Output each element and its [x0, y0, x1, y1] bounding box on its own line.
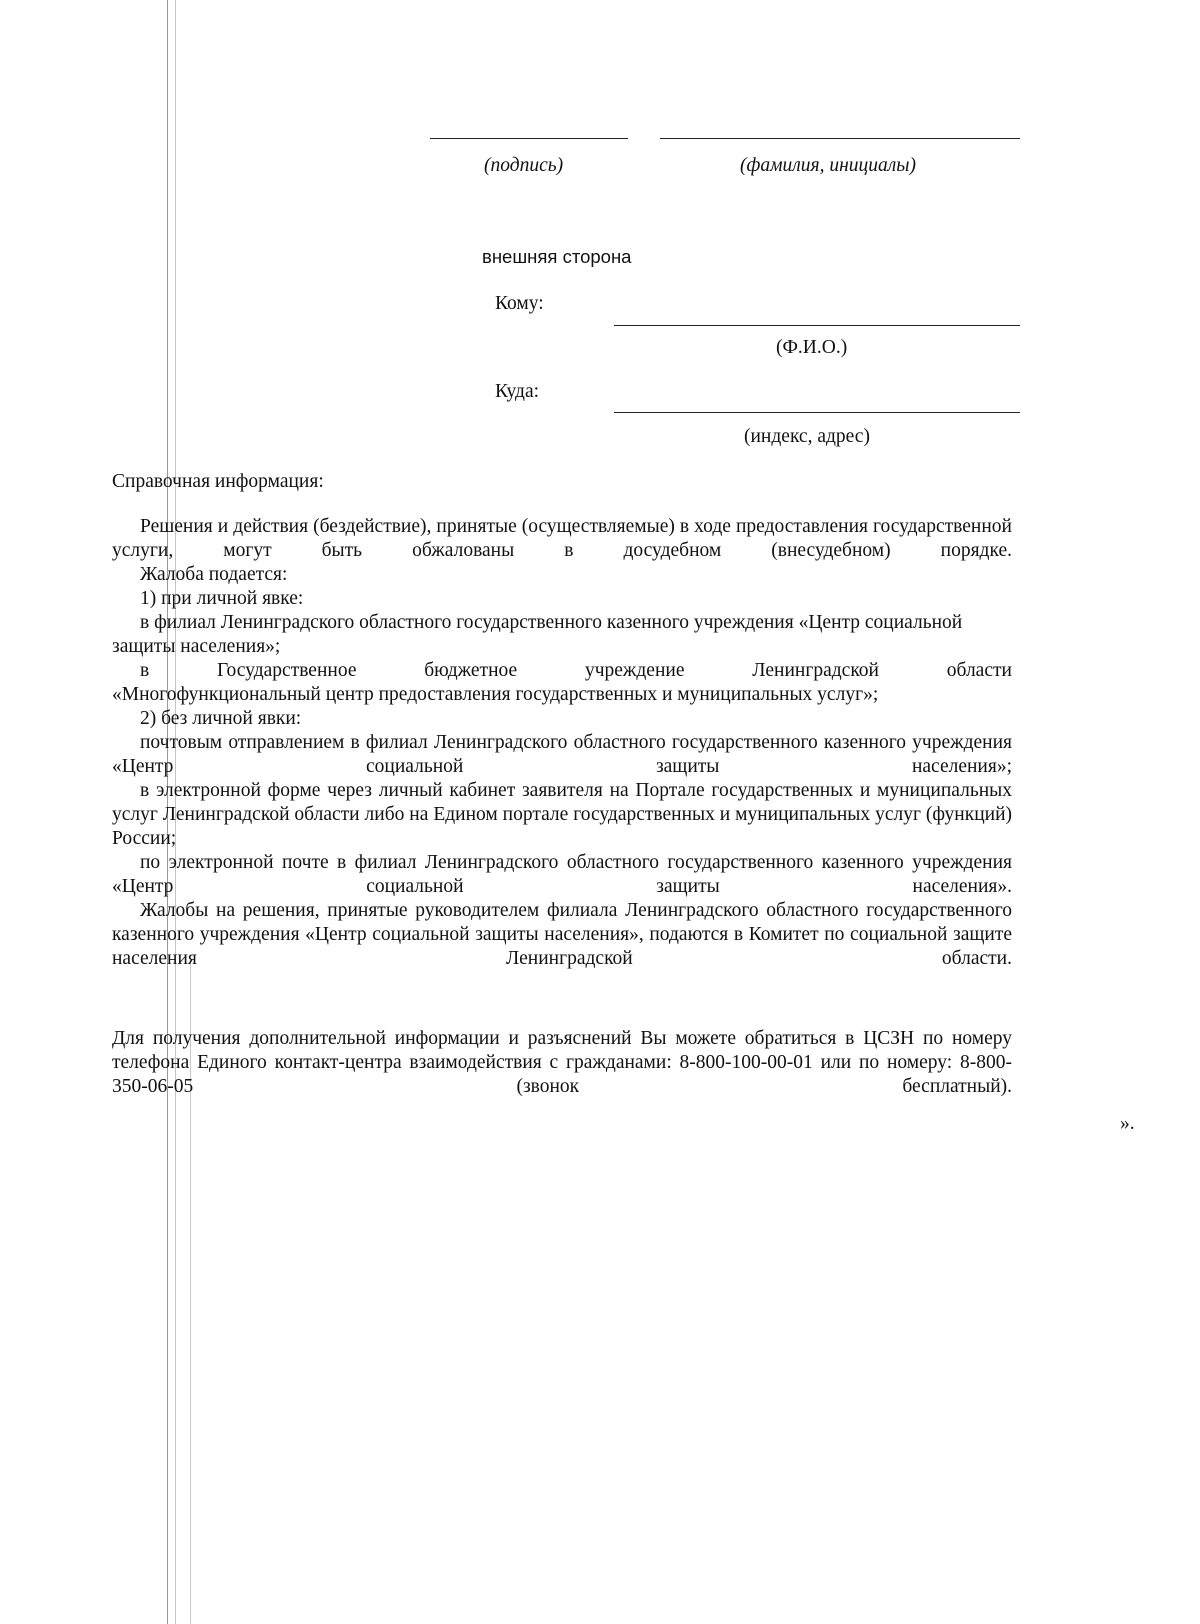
- mfc-word: учреждение: [584, 660, 685, 681]
- paragraph-complaint-filed: Жалоба подается:: [140, 564, 288, 585]
- paragraph-appeal: Решения и действия (бездействие), принятые (осуществляемые) в ходе предоставления государственной услуги, могут быть обжалованы в досудебном (внесудебном) порядке.: [112, 516, 1012, 561]
- paragraph-email: по электронной почте в филиал Ленинградского областного государственного казенного учреждения «Центр социальной защиты населения».: [112, 852, 1012, 897]
- signature-caption: (подпись): [484, 155, 564, 176]
- to-label: Кому:: [495, 293, 544, 314]
- paragraph-remote: 2) без личной явки:: [140, 708, 302, 729]
- paragraph-electronic: в электронной форме через личный кабинет заявителя на Портале государственных и муниципальных услуг Ленинградской области либо на Едином портале государственных и муниципальных услуг (функций) России;: [112, 780, 1012, 849]
- mfc-word: в: [140, 660, 150, 681]
- closing-quote: ».: [1120, 1113, 1135, 1134]
- mfc-word: Государственное: [217, 660, 357, 681]
- paragraph-committee: Жалобы на решения, принятые руководителем филиала Ленинградского областного государственного казенного учреждения «Центр социальной защиты населения», подаются в Комитет по социальной защите населения Ленинградской области.: [112, 900, 1012, 969]
- paragraph-by-mail: почтовым отправлением в филиал Ленинградского областного государственного казенного учреждения «Центр социальной защиты населения»;: [112, 732, 1012, 777]
- mfc-word: бюджетное: [424, 660, 518, 681]
- mfc-word: Ленинградской: [752, 660, 879, 681]
- name-line: [660, 138, 1020, 139]
- where-caption: (индекс, адрес): [744, 426, 870, 447]
- paragraph-in-person: 1) при личной явке:: [140, 588, 304, 609]
- name-caption: (фамилия, инициалы): [740, 155, 916, 176]
- where-line: [614, 412, 1020, 413]
- to-caption: (Ф.И.О.): [776, 337, 848, 358]
- reference-title: Справочная информация:: [112, 471, 324, 492]
- to-line: [614, 325, 1020, 326]
- paragraph-branch: в филиал Ленинградского областного государственного казенного учреждения «Центр социальной защиты населения»;: [112, 612, 963, 657]
- reference-body: [112, 515, 1012, 971]
- envelope-heading: внешняя сторона: [482, 246, 632, 267]
- mfc-word: области: [946, 660, 1012, 681]
- signature-line: [430, 138, 628, 139]
- contact-text: Для получения дополнительной информации и разъяснений Вы можете обратиться в ЦСЗН по номеру телефона Единого контакт-центра взаимодействия с гражданами: 8-800-100-00-01 или по номеру: 8-800-350-06-05 (звонок бесплатный).: [112, 1028, 1012, 1097]
- paragraph-mfc: [112, 659, 1012, 683]
- contact-block: [112, 1027, 1012, 1099]
- where-label: Куда:: [495, 381, 540, 402]
- paragraph-mfc-continued: «Многофункциональный центр предоставления государственных и муниципальных услуг»;: [112, 684, 879, 705]
